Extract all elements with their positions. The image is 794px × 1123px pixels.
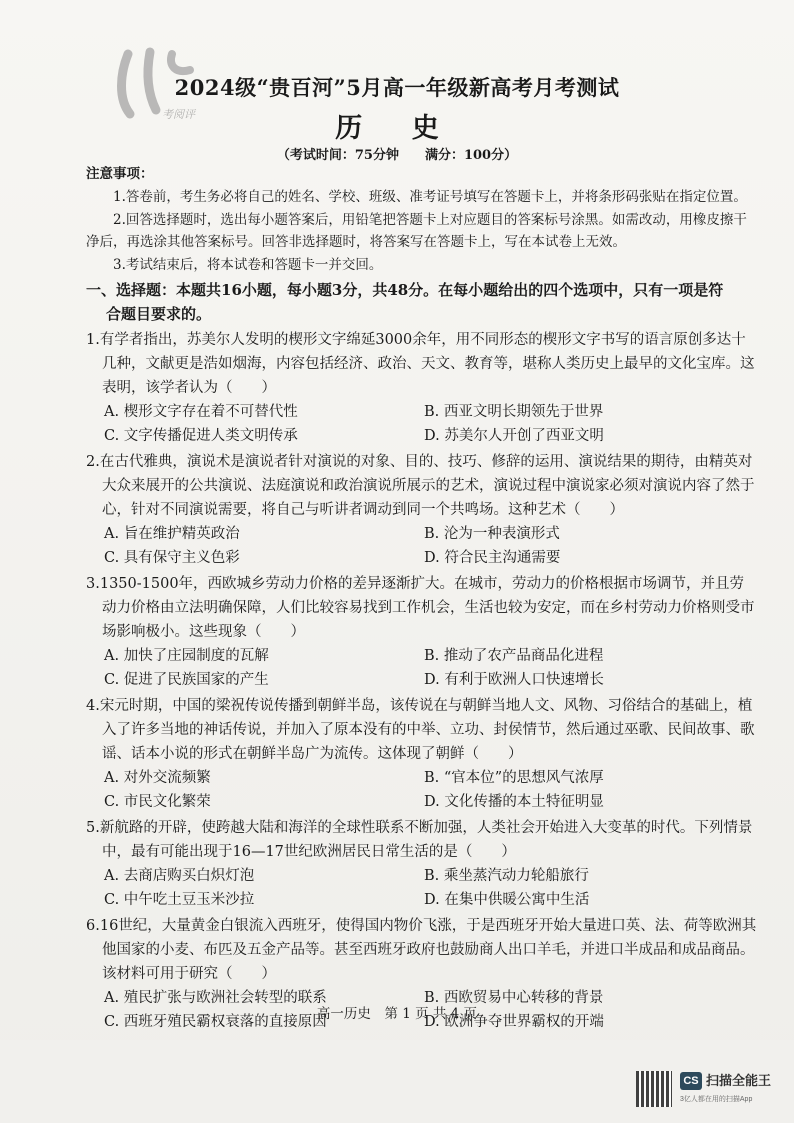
scan-bottom-band bbox=[0, 1040, 794, 1123]
option-b: B. 西亚文明长期领先于世界 bbox=[424, 404, 604, 420]
question-number: 1. bbox=[86, 332, 100, 348]
option-c: C. 促进了民族国家的产生 bbox=[104, 672, 269, 688]
option-b: B. “官本位”的思想风气浓厚 bbox=[424, 770, 604, 786]
section-heading-line2: 合题目要求的。 bbox=[106, 305, 212, 323]
question-stem: 新航路的开辟，使跨越大陆和海洋的全球性联系不断加强，人类社会开始进入大变革的时代。下列情景中，最有可能出现于16—17世纪欧洲居民日常生活的是（ ） bbox=[99, 820, 753, 860]
camscanner-tagline: 3亿人都在用的扫描App bbox=[680, 1096, 753, 1103]
question-stem: 16世纪，大量黄金白银流入西班牙，使得国内物价飞涨，于是西班牙开始大量进口英、法、荷等欧洲其他国家的小麦、布匹及五金产品等。甚至西班牙政府也鼓励商人出口羊毛，并进口半成品和成品商品。该材料可用于研究（ ） bbox=[99, 918, 757, 982]
option-a: A. 对外交流频繁 bbox=[104, 770, 211, 786]
question-2 bbox=[86, 450, 758, 570]
camscanner-logo-icon: CS bbox=[680, 1072, 702, 1090]
option-b: B. 推动了农产品商品化进程 bbox=[424, 648, 604, 664]
question-number: 3. bbox=[86, 576, 100, 592]
option-a: A. 加快了庄园制度的瓦解 bbox=[104, 648, 269, 664]
page-footer: 高一历史 第 1 页 共 4 页 bbox=[316, 1006, 478, 1022]
question-number: 6. bbox=[86, 918, 100, 934]
option-c: C. 西班牙殖民霸权衰落的直接原因 bbox=[104, 1014, 327, 1030]
subject-title: 历 史 bbox=[335, 113, 459, 144]
option-d: D. 苏美尔人开创了西亚文明 bbox=[424, 428, 604, 444]
note-item: 2.回答选择题时，选出每小题答案后，用铅笔把答题卡上对应题目的答案标号涂黑。如需改动，用橡皮擦干净后，再选涂其他答案标号。回答非选择题时，将答案写在答题卡上，写在本试卷上无效。 bbox=[86, 211, 747, 250]
camscanner-brand: 扫描全能王 bbox=[706, 1073, 772, 1088]
option-c: C. 市民文化繁荣 bbox=[104, 794, 211, 810]
question-4 bbox=[86, 694, 758, 814]
option-c: C. 文字传播促进人类文明传承 bbox=[104, 428, 298, 444]
note-item: 3.考试结束后，将本试卷和答题卡一并交回。 bbox=[113, 256, 383, 273]
question-5 bbox=[86, 816, 758, 912]
option-c: C. 中午吃土豆玉米沙拉 bbox=[104, 892, 255, 908]
logo-text: 考阅评 bbox=[162, 108, 195, 121]
option-b: B. 西欧贸易中心转移的背景 bbox=[424, 990, 604, 1006]
option-d: D. 在集中供暖公寓中生活 bbox=[424, 892, 590, 908]
note-item: 1.答卷前，考生务必将自己的姓名、学校、班级、准考证号填写在答题卡上，并将条形码张贴在指定位置。 bbox=[113, 189, 747, 205]
question-number: 5. bbox=[86, 820, 100, 836]
option-a: A. 殖民扩张与欧洲社会转型的联系 bbox=[104, 990, 327, 1006]
notes-title: 注意事项： bbox=[86, 166, 154, 182]
section-heading bbox=[86, 278, 758, 326]
question-3 bbox=[86, 572, 758, 692]
option-c: C. 具有保守主义色彩 bbox=[104, 550, 240, 566]
qr-code-icon bbox=[636, 1071, 672, 1107]
question-stem: 宋元时期，中国的梁祝传说传播到朝鲜半岛，该传说在与朝鲜当地人文、风物、习俗结合的基础上，植入了许多当地的神话传说，并加入了原本没有的中举、立功、封侯情节，然后通过巫歌、民间故事、歌谣、话本小说的形式在朝鲜半岛广为流传。这体现了朝鲜（ ） bbox=[99, 698, 755, 762]
option-d: D. 文化传播的本土特征明显 bbox=[424, 794, 604, 810]
option-d: D. 符合民主沟通需要 bbox=[424, 550, 561, 566]
option-b: B. 乘坐蒸汽动力轮船旅行 bbox=[424, 868, 589, 884]
option-a: A. 旨在维护精英政治 bbox=[104, 526, 240, 542]
exam-content bbox=[86, 160, 758, 1034]
option-d: D. 欧洲争夺世界霸权的开端 bbox=[424, 1014, 604, 1030]
option-d: D. 有利于欧洲人口快速增长 bbox=[424, 672, 604, 688]
option-a: A. 去商店购买白炽灯泡 bbox=[104, 868, 255, 884]
section-heading-line1: 一、选择题：本题共16小题，每小题3分，共48分。在每小题给出的四个选项中，只有一项是符 bbox=[86, 281, 724, 299]
exam-info: （考试时间：75分钟 满分：100分） bbox=[276, 148, 518, 163]
question-number: 2. bbox=[86, 454, 100, 470]
question-stem: 有学者指出，苏美尔人发明的楔形文字绵延3000余年，用不同形态的楔形文字书写的语言原创多达十几种，文献更是浩如烟海，内容包括经济、政治、天文、教育等，堪称人类历史上最早的文化宝库。这表明，该学者认为（ ） bbox=[99, 332, 755, 396]
question-stem: 在古代雅典，演说术是演说者针对演说的对象、目的、技巧、修辞的运用、演说结果的期待，由精英对大众来展开的公共演说、法庭演说和政治演说所展示的艺术，演说过程中演说家必须对演说内容了然于心，针对不同演说需要，将自己与听讲者调动到同一个共鸣场。这种艺术（ ） bbox=[99, 454, 755, 518]
exam-title: 2024级“贵百河”5月高一年级新高考月考测试 bbox=[174, 75, 620, 100]
question-stem: 1350-1500年，西欧城乡劳动力价格的差异逐渐扩大。在城市，劳动力的价格根据市场调节，并且劳动力价格由立法明确保障，人们比较容易找到工作机会，生活也较为安定，而在乡村劳动力价格则受市场影响极小。这些现象（ ） bbox=[99, 576, 755, 640]
question-number: 4. bbox=[86, 698, 100, 714]
option-a: A. 楔形文字存在着不可替代性 bbox=[104, 404, 298, 420]
option-b: B. 沦为一种表演形式 bbox=[424, 526, 560, 542]
question-1 bbox=[86, 328, 758, 448]
